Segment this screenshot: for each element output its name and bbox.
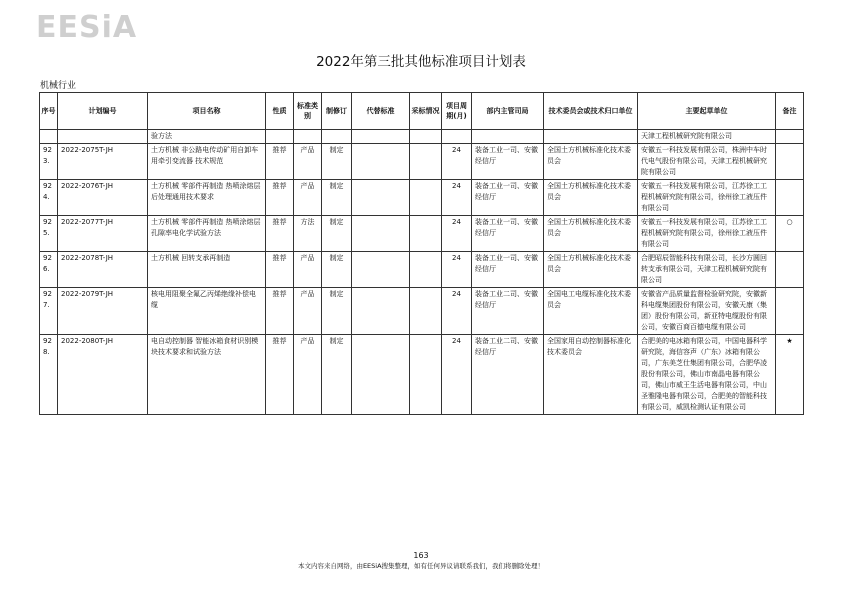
cell-adopted [410,335,442,415]
cell-name: 电自动控制器 智能冰箱食材识别模块技术要求和试验方法 [148,335,266,415]
cell-replaced [352,288,410,335]
continuation-row [40,130,804,144]
cell-revise: 制定 [322,252,352,288]
cell-name: 土方机械 零部件再制造 热喷涂熔层孔隙率电化学试验方法 [148,216,266,252]
cell-name: 土方机械 非公路电传动矿用自卸车用牵引变流器 技术规范 [148,144,266,180]
table-row [40,335,804,415]
plan-table [39,92,804,415]
document-title: 2022年第三批其他标准项目计划表 [316,54,526,70]
cell-replaced [352,180,410,216]
footer-note: 本文内容来自网络，由EESiA搜集整理，如有任何异议请联系我们，我们将删除处理！ [297,562,545,570]
cell-remark [776,180,804,216]
cell-replaced [352,144,410,180]
cell-drafter: 安徽五一科技发展有限公司，株洲中车时代电气股份有限公司，天津工程机械研究院有限公司 [638,144,776,180]
cell-tc: 全国土方机械标准化技术委员会 [544,216,638,252]
cell-tc: 全国土方机械标准化技术委员会 [544,144,638,180]
cell-plan-no: 2022-2077T-JH [58,216,148,252]
header-drafter: 主要起草单位 [638,93,776,130]
cell-adopted [410,180,442,216]
table-row [40,252,804,288]
cell-seq: 925. [40,216,58,252]
header-revise: 制修订 [322,93,352,130]
continuation-name: 验方法 [148,130,266,144]
header-tc: 技术委员会或技术归口单位 [544,93,638,130]
eesia-logo: EESiA [36,10,138,45]
cell-remark [776,288,804,335]
industry-label: 机械行业 [40,81,77,91]
cell-type: 产品 [294,144,322,180]
table-row [40,180,804,216]
header-remark: 备注 [776,93,804,130]
cell-replaced [352,335,410,415]
cell-drafter: 安徽五一科技发展有限公司，江苏徐工工程机械研究院有限公司，徐州徐工液压件有限公司 [638,180,776,216]
cell-adopted [410,288,442,335]
cell-revise: 制定 [322,335,352,415]
cell-drafter: 安徽省产品质量监督检验研究院，安徽新科电缆集团股份有限公司，安徽天康（集团）股份有限公司，新亚特电缆股份有限公司，安徽百商百德电缆有限公司 [638,288,776,335]
header-plan-no: 计划编号 [58,93,148,130]
cell-remark [776,144,804,180]
cell-nature: 推荐 [266,252,294,288]
cell-dept: 装备工业一司、安徽经信厅 [472,144,544,180]
cell-remark: ○ [776,216,804,252]
cell-nature: 推荐 [266,216,294,252]
continuation-drafter: 天津工程机械研究院有限公司 [638,130,776,144]
cell-tc: 全国土方机械标准化技术委员会 [544,252,638,288]
table-row [40,216,804,252]
cell-plan-no: 2022-2075T-JH [58,144,148,180]
cell-remark [776,252,804,288]
cell-remark: ★ [776,335,804,415]
cell-drafter: 安徽五一科技发展有限公司，江苏徐工工程机械研究院有限公司，徐州徐工液压件有限公司 [638,216,776,252]
cell-period: 24 [442,180,472,216]
cell-drafter: 合肥昭辰智能科技有限公司，长沙方圆回转支承有限公司，天津工程机械研究院有限公司 [638,252,776,288]
cell-seq: 923. [40,144,58,180]
cell-revise: 制定 [322,180,352,216]
cell-nature: 推荐 [266,180,294,216]
cell-adopted [410,216,442,252]
cell-drafter: 合肥美的电冰箱有限公司，中国电器科学研究院，海信容声（广东）冰箱有限公司，广东美芝仕集团有限公司，合肥华凌股份有限公司，佛山市南晶电器有限公司，佛山市威王生活电器有限公司，中山圣雅隆电器有限公司，合肥美的智能科技有限公司，威凯检测认证有限公司 [638,335,776,415]
cell-revise: 制定 [322,288,352,335]
cell-replaced [352,216,410,252]
cell-type: 方法 [294,216,322,252]
cell-nature: 推荐 [266,335,294,415]
cell-revise: 制定 [322,144,352,180]
cell-name: 土方机械 回转支承再制造 [148,252,266,288]
cell-seq: 926. [40,252,58,288]
page-number: 163 [413,551,429,560]
cell-type: 产品 [294,252,322,288]
header-dept: 部内主管司局 [472,93,544,130]
cell-tc: 全国电工电缆标准化技术委员会 [544,288,638,335]
cell-plan-no: 2022-2078T-JH [58,252,148,288]
cell-type: 产品 [294,180,322,216]
cell-seq: 924. [40,180,58,216]
cell-type: 产品 [294,335,322,415]
cell-plan-no: 2022-2079T-JH [58,288,148,335]
cell-adopted [410,252,442,288]
cell-period: 24 [442,144,472,180]
cell-tc: 全国土方机械标准化技术委员会 [544,180,638,216]
cell-dept: 装备工业一司、安徽经信厅 [472,252,544,288]
cell-adopted [410,144,442,180]
cell-period: 24 [442,252,472,288]
header-seq: 序号 [40,93,58,130]
cell-revise: 制定 [322,216,352,252]
cell-plan-no: 2022-2076T-JH [58,180,148,216]
cell-period: 24 [442,335,472,415]
cell-dept: 装备工业二司、安徽经信厅 [472,335,544,415]
cell-replaced [352,252,410,288]
header-nature: 性质 [266,93,294,130]
cell-name: 核电用阻聚全氟乙丙烯绝缘补偿电缆 [148,288,266,335]
table-row [40,288,804,335]
cell-dept: 装备工业一司、安徽经信厅 [472,180,544,216]
cell-period: 24 [442,216,472,252]
cell-plan-no: 2022-2080T-JH [58,335,148,415]
cell-dept: 装备工业一司、安徽经信厅 [472,216,544,252]
header-type: 标准类别 [294,93,322,130]
cell-name: 土方机械 零部件再制造 热喷涂熔层后处理通用技术要求 [148,180,266,216]
header-name: 项目名称 [148,93,266,130]
cell-type: 产品 [294,288,322,335]
cell-nature: 推荐 [266,144,294,180]
header-adopted: 采标情况 [410,93,442,130]
cell-tc: 全国家用自动控制器标准化技术委员会 [544,335,638,415]
cell-nature: 推荐 [266,288,294,335]
table-row [40,144,804,180]
cell-seq: 927. [40,288,58,335]
table-header-row [40,93,804,130]
cell-seq: 928. [40,335,58,415]
cell-dept: 装备工业二司、安徽经信厅 [472,288,544,335]
header-period: 项目周期(月) [442,93,472,130]
cell-period: 24 [442,288,472,335]
header-replaced: 代替标准 [352,93,410,130]
